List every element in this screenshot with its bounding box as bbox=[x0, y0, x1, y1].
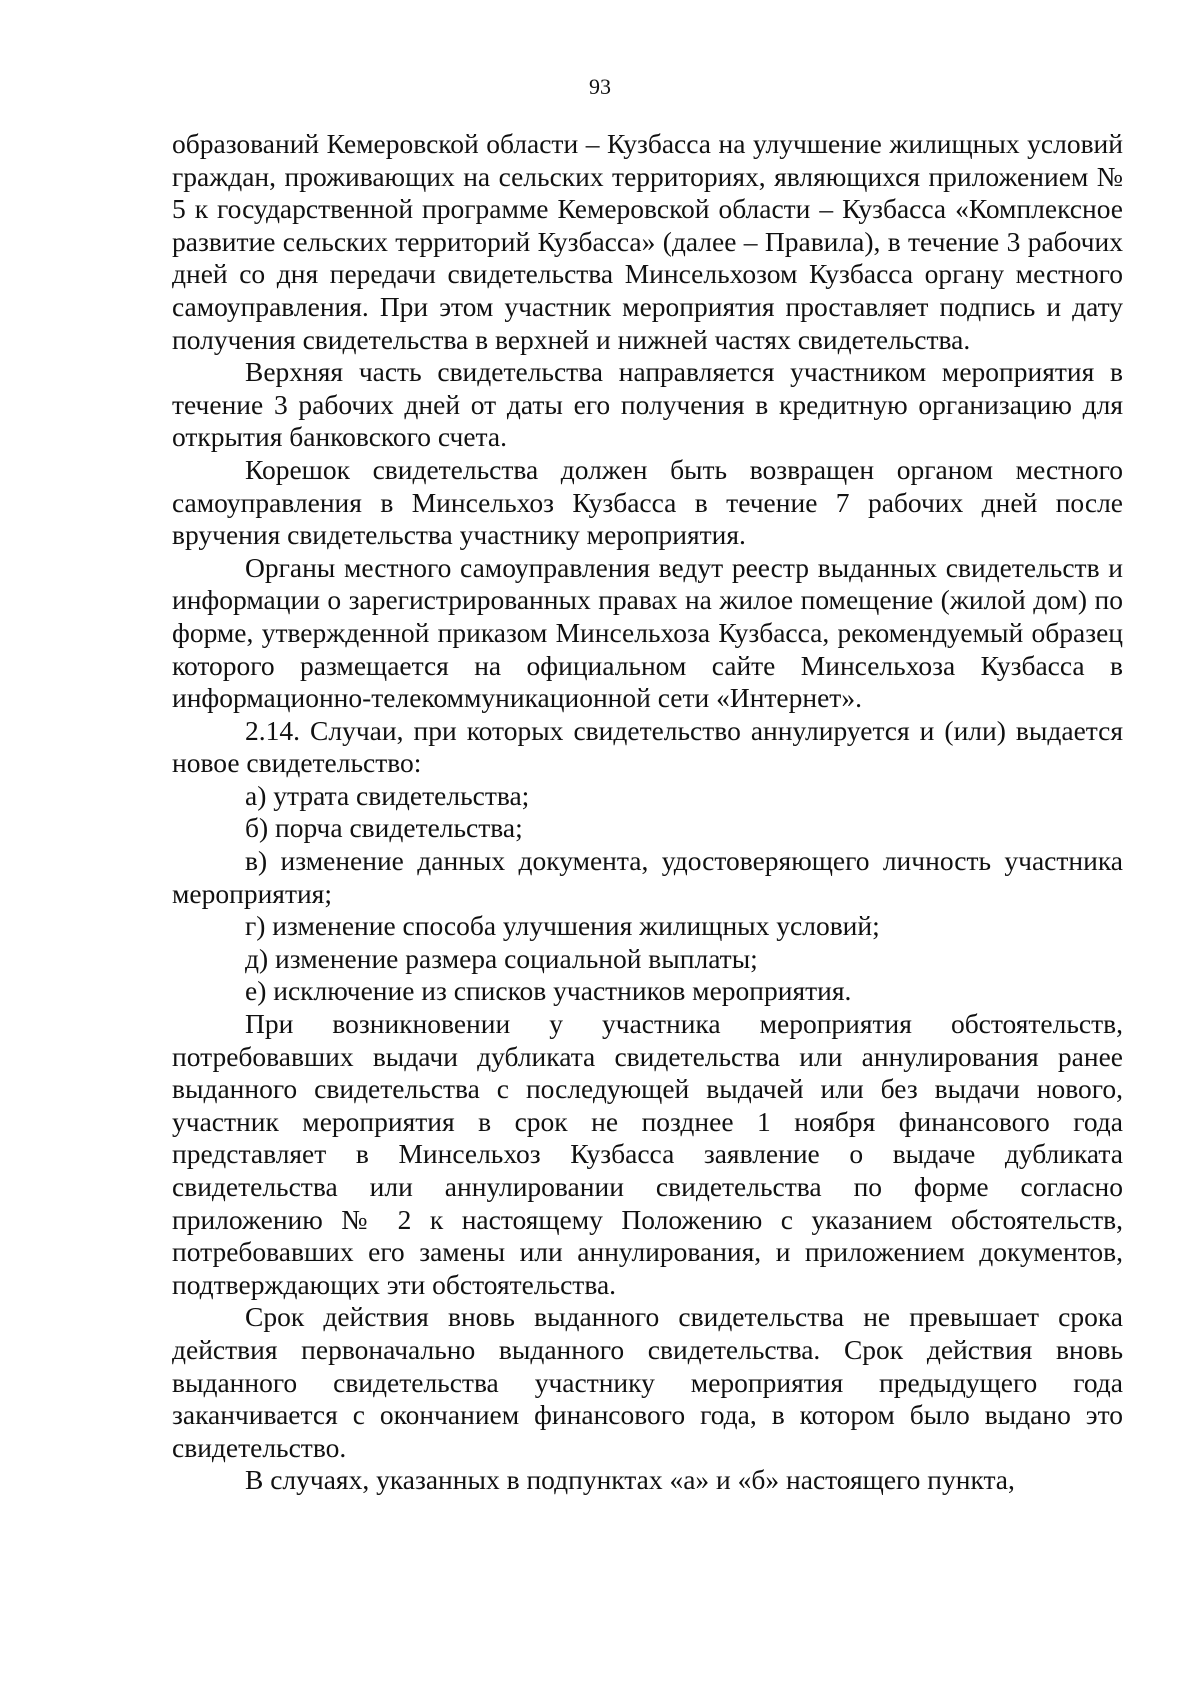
paragraph-upper-part: Верхняя часть свидетельства направляется участником мероприятия в течение 3 рабочих дней от даты его получения в кредитную организацию для открытия банковского счета. bbox=[172, 356, 1123, 453]
paragraph-registry: Органы местного самоуправления ведут реестр выданных свидетельств и информации о зарегистрированных правах на жилое помещение (жилой дом) по форме, утвержденной приказом Минсельхоза Кузбасса, рекомендуемый образец которого размещается на официальном сайте Минсельхоза Кузбасса в информационно-телекоммуникационной сети «Интернет». bbox=[172, 551, 1123, 714]
list-item-v: в) изменение данных документа, удостоверяющего личность участника мероприятия; bbox=[172, 845, 1123, 909]
list-item-d: д) изменение размера социальной выплаты; bbox=[245, 942, 758, 974]
paragraph-section-2-14: 2.14. Случаи, при которых свидетельство аннулируется и (или) выдается новое свидетельство: bbox=[172, 714, 1123, 779]
list-item-a: а) утрата свидетельства; bbox=[245, 779, 530, 811]
paragraph-cases-a-b: В случаях, указанных в подпунктах «а» и «б» настоящего пункта, bbox=[245, 1464, 1015, 1496]
paragraph-duplicate-request: При возникновении у участника мероприятия обстоятельств, потребовавших выдачи дубликата свидетельства или аннулирования ранее выданного свидетельства с последующей выдачей или без выдачи нового, участник мероприятия в срок не позднее 1 ноября финансового года представляет в Минсельхоз Кузбасса заявление о выдаче дубликата свидетельства или аннулировании свидетельства по форме согласно приложению № 2 к настоящему Положению с указанием обстоятельств, потребовавших его замены или аннулирования, и приложением документов, подтверждающих эти обстоятельства. bbox=[172, 1008, 1123, 1300]
list-item-e: е) исключение из списков участников мероприятия. bbox=[245, 975, 852, 1007]
paragraph-continuation: образований Кемеровской области – Кузбасса на улучшение жилищных условий граждан, проживающих на сельских территориях, являющихся приложением № 5 к государственной программе Кемеровской области – Кузбасса «Комплексное развитие сельских территорий Кузбасса» (далее – Правила), в течение 3 рабочих дней со дня передачи свидетельства Минсельхозом Кузбасса органу местного самоуправления. При этом участник мероприятия проставляет подпись и дату получения свидетельства в верхней и нижней частях свидетельства. bbox=[172, 128, 1123, 355]
paragraph-stub-return: Корешок свидетельства должен быть возвращен органом местного самоуправления в Минсельхоз Кузбасса в течение 7 рабочих дней после вручения свидетельства участнику мероприятия. bbox=[172, 453, 1123, 551]
page-number: 93 bbox=[589, 74, 611, 99]
list-item-b: б) порча свидетельства; bbox=[245, 812, 523, 844]
paragraph-validity-period: Срок действия вновь выданного свидетельства не превышает срока действия первоначально выданного свидетельства. Срок действия вновь выданного свидетельства участнику мероприятия предыдущего года заканчивается с окончанием финансового года, в котором было выдано это свидетельство. bbox=[172, 1301, 1123, 1463]
list-item-g: г) изменение способа улучшения жилищных условий; bbox=[245, 910, 880, 942]
document-body bbox=[172, 128, 1123, 1497]
